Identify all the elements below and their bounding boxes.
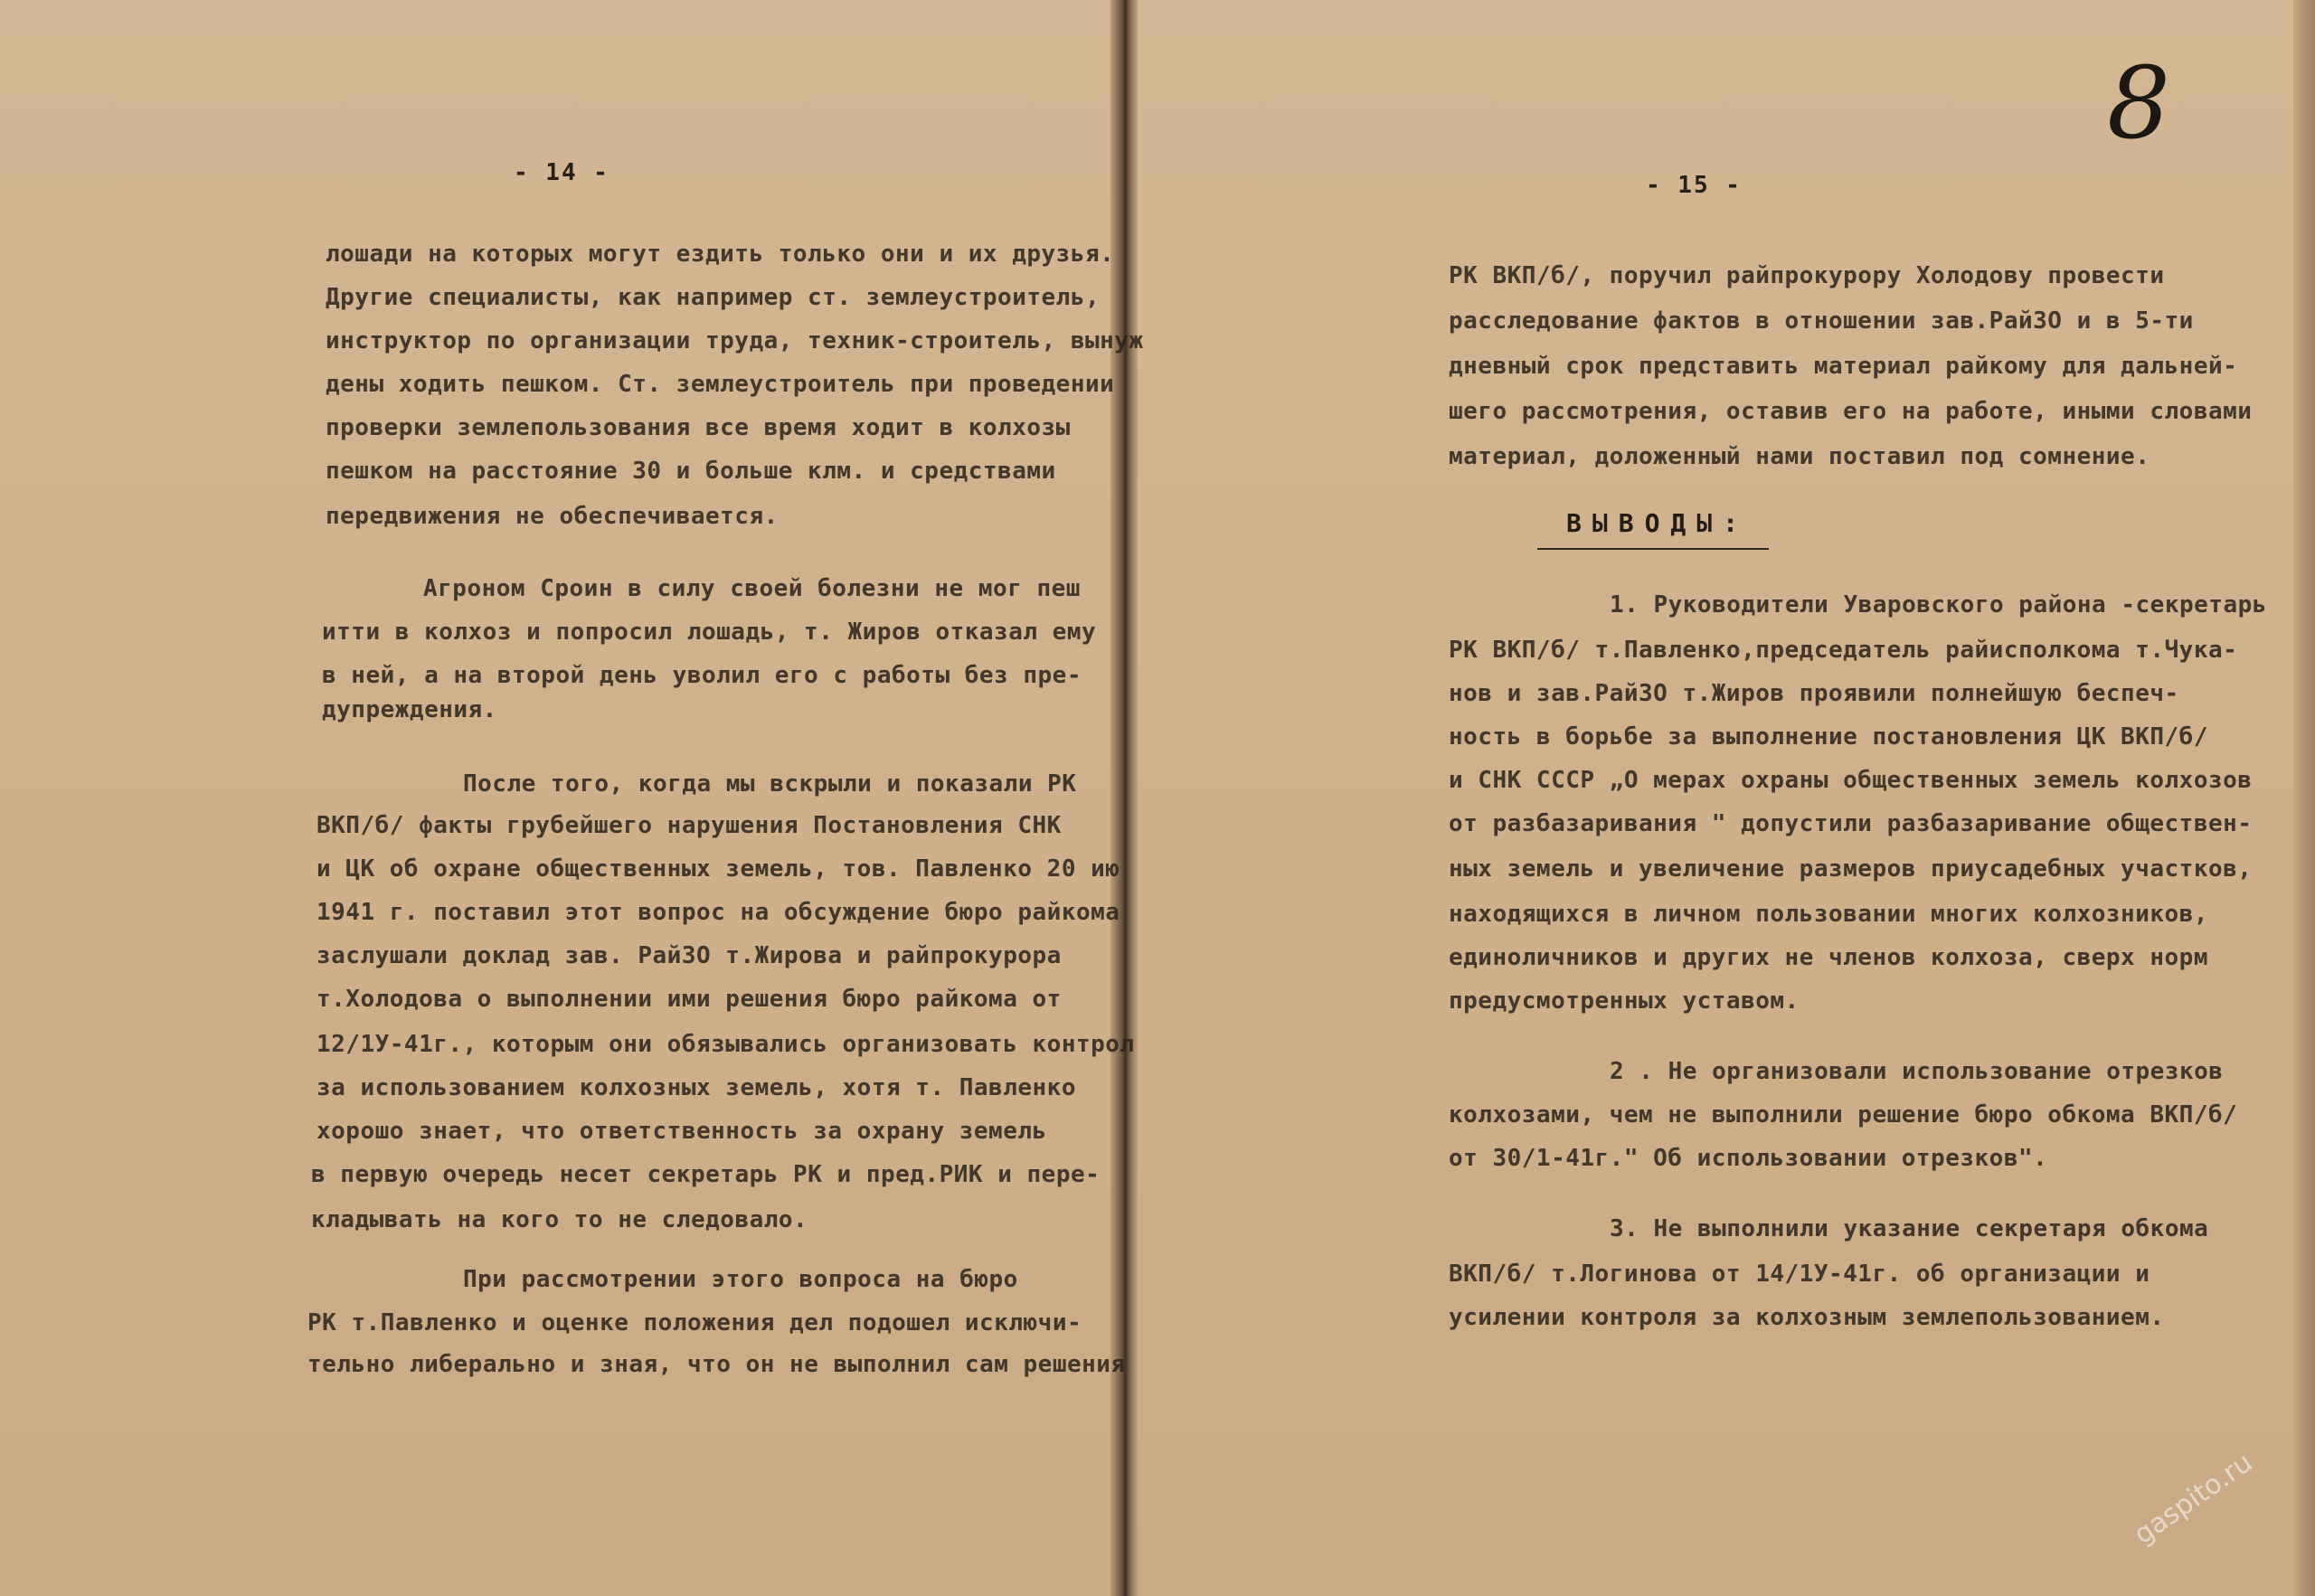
right-line: от 30/1-41г." Об использовании отрезков". <box>1449 1145 2048 1172</box>
left-line: 12/1У-41г., которым они обязывались организовать контрол <box>317 1031 1135 1058</box>
left-line: При рассмотрении этого вопроса на бюро <box>463 1266 1018 1293</box>
left-line: лошади на которых могут ездить только они и их друзья. <box>326 241 1115 268</box>
page-15 <box>1132 0 2315 1596</box>
right-line: ВКП/б/ т.Логинова от 14/1У-41г. об организации и <box>1449 1261 2150 1288</box>
right-line: находящихся в личном пользовании многих колхозников, <box>1449 901 2208 928</box>
left-line: Агроном Сроин в силу своей болезни не мог пеш <box>423 575 1081 602</box>
page-edge <box>2293 0 2315 1596</box>
right-line: единоличников и других не членов колхоза, сверх норм <box>1449 944 2208 971</box>
right-line: усилении контроля за колхозным землепользованием. <box>1449 1304 2165 1331</box>
left-line: дены ходить пешком. Ст. землеустроитель при проведении <box>326 371 1115 398</box>
left-line: 1941 г. поставил этот вопрос на обсуждение бюро райкома <box>317 899 1120 926</box>
left-line: Другие специалисты, как например ст. землеустроитель, <box>326 284 1101 311</box>
left-line: ВКП/б/ факты грубейшего нарушения Постановления СНК <box>317 812 1062 839</box>
right-line: ность в борьбе за выполнение постановления ЦК ВКП/б/ <box>1449 723 2208 751</box>
left-line: и ЦК об охране общественных земель, тов. Павленко 20 ию <box>317 855 1120 883</box>
left-line: проверки землепользования все время ходит в колхозы <box>326 414 1071 441</box>
left-line: итти в колхоз и попросил лошадь, т. Жиров отказал ему <box>322 619 1097 646</box>
right-line: расследование фактов в отношении зав.РайЗО и в 5-ти <box>1449 307 2194 335</box>
left-line: передвижения не обеспечивается. <box>326 503 779 530</box>
right-line: колхозами, чем не выполнили решение бюро обкома ВКП/б/ <box>1449 1101 2238 1129</box>
page-number-right: - 15 - <box>1646 172 1742 199</box>
right-line: материал, доложенный нами поставил под сомнение. <box>1449 443 2150 470</box>
right-line: нов и зав.РайЗО т.Жиров проявили полнейшую беспеч- <box>1449 680 2179 707</box>
right-line: РК ВКП/б/ т.Павленко,председатель райисполкома т.Чука- <box>1449 637 2238 664</box>
right-line: ных земель и увеличение размеров приусадебных участков, <box>1449 855 2253 883</box>
right-line: дневный срок представить материал райкому для дальней- <box>1449 353 2238 380</box>
right-line: предусмотренных уставом. <box>1449 987 1800 1015</box>
right-line: и СНК СССР „О мерах охраны общественных земель колхозов <box>1449 767 2253 794</box>
left-line: дупреждения. <box>322 696 497 723</box>
left-line: хорошо знает, что ответственность за охрану земель <box>317 1118 1047 1145</box>
right-line: от разбазаривания " допустили разбазаривание обществен- <box>1449 810 2253 837</box>
left-line: в первую очередь несет секретарь РК и пред.РИК и пере- <box>311 1161 1101 1188</box>
conclusions-heading: ВЫВОДЫ: <box>1566 508 1750 538</box>
page-number-left: - 14 - <box>514 159 609 186</box>
left-line: РК т.Павленко и оценке положения дел подошел исключи- <box>307 1309 1082 1336</box>
right-line: 1. Руководители Уваровского района -секретарь <box>1610 591 2267 619</box>
right-line: РК ВКП/б/, поручил райпрокурору Холодову провести <box>1449 262 2165 289</box>
left-line: в ней, а на второй день уволил его с работы без пре- <box>322 662 1082 689</box>
handwritten-page-mark: 8 <box>2107 45 2170 161</box>
watermark: gaspito.ru <box>2128 1446 2259 1552</box>
left-line: пешком на расстояние 30 и больше клм. и средствами <box>326 458 1056 485</box>
right-line: 3. Не выполнили указание секретаря обкома <box>1610 1215 2209 1242</box>
left-line: инструктор по организации труда, техник-строитель, вынуж <box>326 327 1144 354</box>
left-line: за использованием колхозных земель, хотя т. Павленко <box>317 1074 1076 1101</box>
left-line: После того, когда мы вскрыли и показали РК <box>463 770 1077 798</box>
left-line: кладывать на кого то не следовало. <box>311 1206 808 1233</box>
right-line: 2 . Не организовали использование отрезков <box>1610 1058 2224 1085</box>
heading-underline <box>1537 548 1769 550</box>
left-line: заслушали доклад зав. РайЗО т.Жирова и райпрокурора <box>317 942 1062 969</box>
right-line: шего рассмотрения, оставив его на работе, иными словами <box>1449 398 2253 425</box>
left-line: тельно либерально и зная, что он не выполнил сам решения <box>307 1351 1126 1378</box>
left-line: т.Холодова о выполнении ими решения бюро райкома от <box>317 986 1062 1013</box>
